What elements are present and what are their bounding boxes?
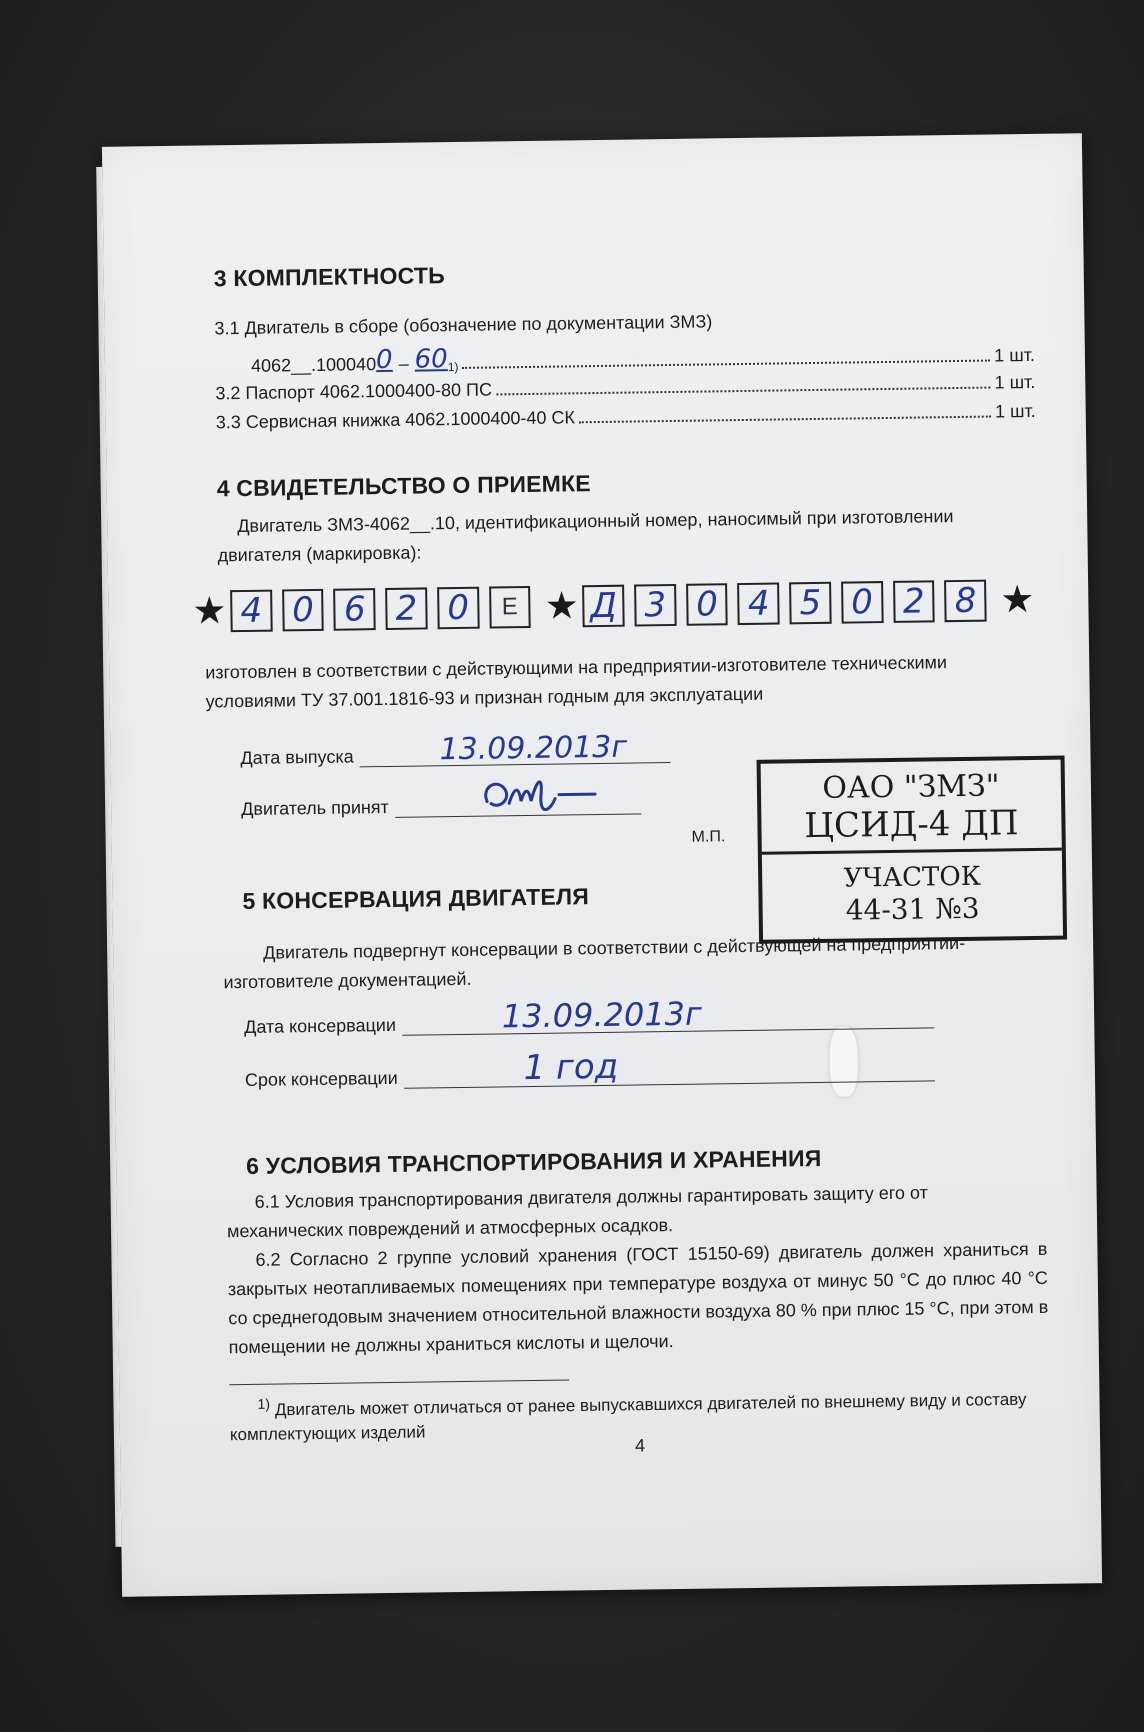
- s3-item-1-handwritten-2: 60: [414, 344, 448, 375]
- footnote-text: Двигатель может отличаться от ранее выпускавшихся двигателей по внешнему виду и составу комплектующих изделий: [229, 1389, 1027, 1444]
- footnote-separator: [229, 1380, 569, 1386]
- id-box: 4: [738, 582, 780, 625]
- id-box: 3: [634, 584, 676, 627]
- release-date-line: [359, 729, 670, 768]
- footnote-mark: 1): [257, 1396, 271, 1413]
- conservation-term-row: [244, 1046, 935, 1091]
- s3-item-1-footnote-mark: 1): [447, 359, 459, 375]
- conservation-term-value: 1 год: [523, 1046, 619, 1089]
- s3-item-2-qty: 1 шт.: [994, 371, 1036, 393]
- stamp-line-4: 44-31 №3: [845, 891, 980, 927]
- dot-leader: [463, 360, 991, 369]
- section-4-title: 4 СВИДЕТЕЛЬСТВО О ПРИЕМКЕ: [216, 470, 591, 502]
- s4-paragraph-1: Двигатель ЗМЗ-4062__.10, идентификационный номер, наносимый при изготовлении двигателя (маркировка):: [217, 506, 954, 566]
- dot-leader: [496, 387, 991, 396]
- dot-leader: [579, 416, 991, 424]
- id-box: 2: [385, 587, 427, 630]
- page-edge: [96, 167, 121, 1547]
- id-box: 6: [334, 588, 376, 631]
- conservation-term-label: Срок консервации: [244, 1067, 398, 1091]
- release-date-row: [240, 729, 670, 769]
- id-box: 0: [282, 589, 324, 632]
- conservation-date-value: 13.09.2013г: [501, 994, 703, 1036]
- id-box: Д: [582, 585, 624, 628]
- id-box: 2: [893, 580, 935, 623]
- signature-icon: [474, 764, 605, 820]
- page-number: 4: [634, 1435, 646, 1456]
- stamp-line-1: ОАО "ЗМЗ": [822, 768, 1000, 806]
- s4-paragraph-2: изготовлен в соответствии с действующими на предприятии-изготовителе техническими условиями ТУ 37.001.1816-93 и признан годным для эксплуатации: [205, 652, 948, 712]
- accepted-row: [241, 787, 641, 820]
- s3-item-2: 3.2 Паспорт 4062.1000400-80 ПС: [215, 379, 493, 404]
- accepted-line: [395, 787, 642, 817]
- conservation-date-row: [244, 994, 934, 1038]
- s6-paragraph-1: 6.1 Условия транспортирования двигателя должны гарантировать защиту его от механических повреждений и атмосферных осадков.: [226, 1182, 928, 1242]
- star-icon: ★: [192, 590, 227, 633]
- s3-item-1: 3.1 Двигатель в сборе (обозначение по документации ЗМЗ): [214, 311, 713, 339]
- s3-item-2-row: [215, 372, 1035, 404]
- s3-item-3-qty: 1 шт.: [994, 400, 1036, 422]
- conservation-term-line: [403, 1046, 935, 1089]
- stamp-line-3: УЧАСТОК: [843, 861, 982, 894]
- page-content: [192, 254, 1051, 1462]
- id-box: E: [489, 586, 531, 629]
- accepted-label: Двигатель принят: [241, 796, 389, 820]
- s6-paragraph-2: 6.2 Согласно 2 группе условий хранения (ГОСТ 15150-69) двигатель должен храниться в закрытых неотапливаемых помещениях при температуре воздуха от минус 50 °С до плюс 40 °С со среднегодовым значением относительной влажности воздуха 80 % при плюс 15 °С, при этом в помещении не должны храниться кислоты и щелочи.: [227, 1238, 1049, 1358]
- release-date-value: 13.09.2013г: [439, 729, 628, 768]
- s3-item-3: 3.3 Сервисная книжка 4062.1000400-40 СК: [215, 407, 576, 433]
- stamp-line-2: ЦСИД-4 ДП: [804, 803, 1019, 847]
- identification-number: [188, 579, 1039, 633]
- stamp-top: [761, 760, 1062, 855]
- release-date-label: Дата выпуска: [240, 746, 354, 769]
- id-box: 5: [789, 582, 831, 625]
- s3-item-1-dash: –: [398, 353, 409, 374]
- id-box: 4: [230, 590, 272, 633]
- id-box: 0: [686, 583, 728, 626]
- s3-item-1-code-row: [251, 336, 1035, 377]
- s5-paragraph-1: Двигатель подвергнут консервации в соответствии с действующей на предприятии-изготовителе документацией.: [223, 932, 966, 993]
- section-5-title: 5 КОНСЕРВАЦИЯ ДВИГАТЕЛЯ: [242, 883, 590, 915]
- s3-item-1-code: 4062__.100040: [250, 354, 377, 376]
- s3-item-1-handwritten-1: 0: [375, 344, 393, 376]
- s3-item-1-qty: 1 шт.: [994, 344, 1036, 366]
- document-page: [102, 133, 1102, 1597]
- mp-label: М.П.: [691, 828, 726, 846]
- id-box: 0: [437, 587, 479, 630]
- conservation-date-label: Дата консервации: [244, 1014, 397, 1038]
- star-icon: ★: [544, 585, 580, 628]
- star-icon: ★: [1000, 578, 1035, 622]
- section-3-title: 3 КОМПЛЕКТНОСТЬ: [213, 262, 445, 292]
- id-box: 8: [944, 580, 986, 623]
- conservation-date-line: [402, 994, 935, 1036]
- section-6-title: 6 УСЛОВИЯ ТРАНСПОРТИРОВАНИЯ И ХРАНЕНИЯ: [245, 1144, 822, 1179]
- s3-item-3-row: [216, 401, 1036, 433]
- id-box: 0: [841, 581, 883, 624]
- official-stamp: [757, 756, 1068, 944]
